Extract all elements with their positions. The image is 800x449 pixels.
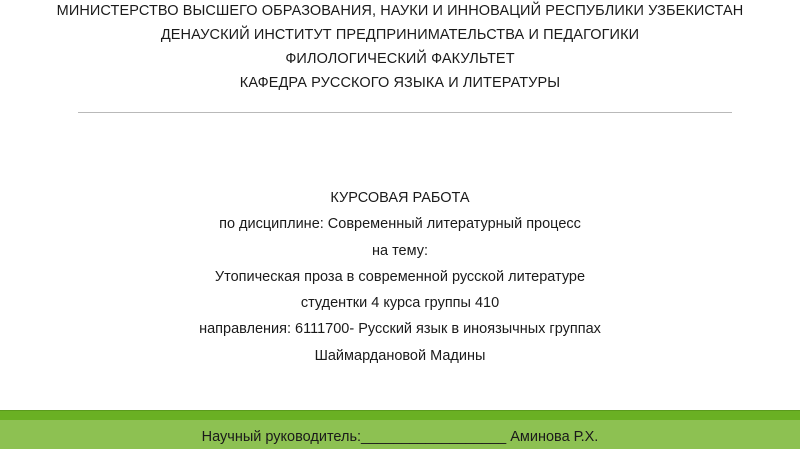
student-name: Шаймардановой Мадины xyxy=(314,347,486,364)
direction-line: направления: 6111700- Русский язык в иноязычных группах xyxy=(199,321,601,338)
topic-label: на тему: xyxy=(371,242,429,259)
ministry-line: МИНИСТЕРСТВО ВЫСШЕГО ОБРАЗОВАНИЯ, НАУКИ И ИННОВАЦИЙ РЕСПУБЛИКИ УЗБЕКИСТАН xyxy=(56,3,744,19)
header-divider xyxy=(78,112,732,113)
document-header xyxy=(0,0,800,95)
topic-title: Утопическая проза в современной русской литературе xyxy=(214,268,586,285)
discipline-line: по дисциплине: Современный литературный процесс xyxy=(219,216,581,233)
student-line: студентки 4 курса группы 410 xyxy=(300,295,500,312)
department-line: КАФЕДРА РУССКОГО ЯЗЫКА И ЛИТЕРАТУРЫ xyxy=(239,75,561,91)
footer-band xyxy=(0,410,800,449)
work-type: КУРСОВАЯ РАБОТА xyxy=(330,190,470,206)
institute-line: ДЕНАУСКИЙ ИНСТИТУТ ПРЕДПРИНИМАТЕЛЬСТВА И ПЕДАГОГИКИ xyxy=(160,27,640,43)
faculty-line: ФИЛОЛОГИЧЕСКИЙ ФАКУЛЬТЕТ xyxy=(285,51,515,67)
title-block xyxy=(0,185,800,369)
supervisor-line: Научный руководитель:__________________ Аминова Р.Х. xyxy=(201,429,599,445)
